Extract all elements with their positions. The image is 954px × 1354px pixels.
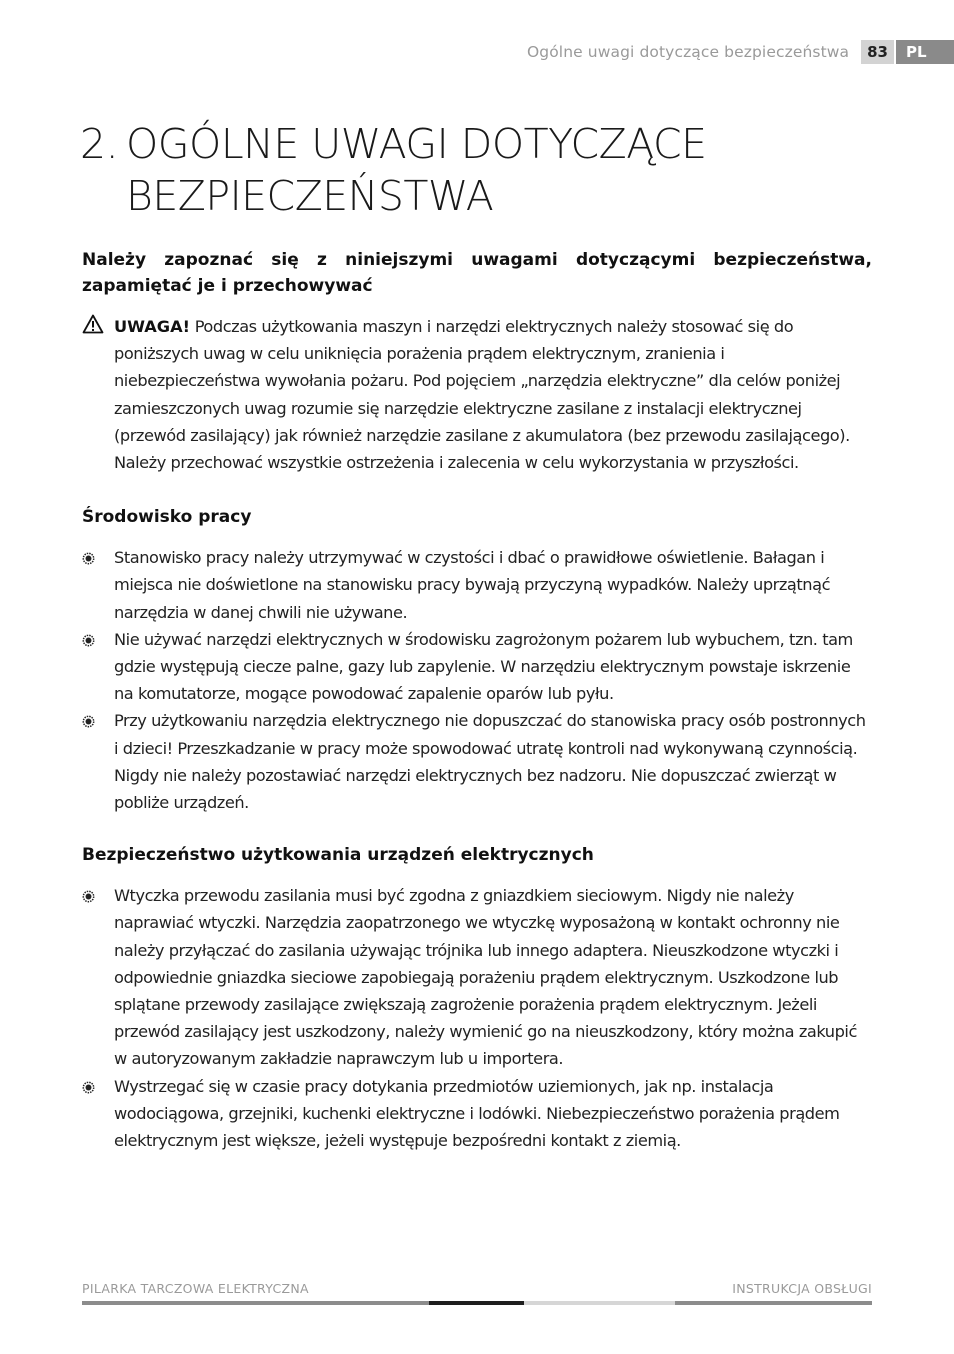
list-item-text: Stanowisko pracy należy utrzymywać w czystości i dbać o prawidłowe oświetlenie. Bałagan i miejsca nie doświetlone na stanowisku pracy bywają przyczyną wypadków. Należy uprzątnąć narzędzia w danej chwili nie używane. — [114, 548, 831, 622]
language-badge: PL — [896, 40, 954, 64]
chapter-number: 2. — [80, 120, 119, 168]
section-heading-work-environment: Środowisko pracy — [82, 507, 252, 528]
warning-label: UWAGA! — [114, 317, 190, 336]
gear-bullet-icon — [82, 715, 95, 728]
list-item — [82, 882, 872, 1072]
warning-text: Podczas użytkowania maszyn i narzędzi elektrycznych należy stosować się do poniższych uwag w celu uniknięcia porażenia prądem elektrycznym, zranienia i niebezpieczeństwa wywołania pożaru. Pod pojęciem „narzędzia elektryczne” dla celów poniżej zamieszczonych uwag rozumie się narzędzie elektryczne zasilane z instalacji elektrycznej (przewód zasilający) jak również narzędzie zasilane z akumulatora (bez przewodu zasilającego). Należy przechować wszystkie ostrzeżenia i zalecenia w celu wykorzystania w przyszłości. — [114, 317, 850, 473]
list-item-text: Wystrzegać się w czasie pracy dotykania przedmiotów uziemionych, jak np. instalacja wodociągowa, grzejniki, kuchenki elektryczne i lodówki. Niebezpieczeństwo porażenia prądem elektrycznym jest większe, jeżeli występuje bezpośredni kontakt z ziemią. — [114, 1076, 840, 1151]
footer-product-name: PILARKA TARCZOWA ELEKTRYCZNA — [82, 1281, 309, 1296]
page-number: 83 — [861, 40, 894, 64]
header-section-title: Ogólne uwagi dotyczące bezpieczeństwa — [526, 43, 850, 61]
footer-document-type: INSTRUKCJA OBSŁUGI — [732, 1281, 872, 1296]
list-item — [82, 1073, 872, 1155]
gear-bullet-icon — [82, 1081, 95, 1094]
warning-triangle-icon — [82, 314, 104, 334]
page-content — [82, 247, 872, 1154]
list-item — [82, 626, 872, 708]
footer-divider-segment — [82, 1301, 429, 1305]
electrical-safety-list — [82, 882, 872, 1154]
footer-divider-segment — [429, 1301, 524, 1305]
footer-divider-segment — [524, 1301, 675, 1305]
list-item — [82, 707, 872, 816]
page-header — [527, 40, 954, 64]
footer-divider-segment — [675, 1301, 872, 1305]
chapter-title — [80, 118, 880, 222]
gear-bullet-icon — [82, 552, 95, 565]
warning-paragraph — [82, 313, 872, 476]
list-item-text: Wtyczka przewodu zasilania musi być zgodna z gniazdkiem sieciowym. Nigdy nie należy naprawiać wtyczki. Narzędzia zaopatrzonego we wtyczkę wyposażoną w kontakt ochronny nie należy przyłączać do zasilania używając trójnika lub innego adaptera. Nieuszkodzone wtyczki i odpowiednie gniazdka sieciowe zapobiegają porażeniu prądem elektrycznym. Uszkodzone lub splątane przewody zasilające zwiększają zagrożenie porażenia prądem elektrycznym. Jeżeli przewód zasilający jest uszkodzony, należy wymienić go na nieuszkodzony, który można zakupić w autoryzowanym zakładzie naprawczym lub u importera. — [114, 886, 857, 1069]
list-item-text: Nie używać narzędzi elektrycznych w środowisku zagrożonym pożarem lub wybuchem, tzn. tam gdzie występują ciecze palne, gazy lub zapylenie. W narzędziu elektrycznym powstaje iskrzenie na komutatorze, mogące powodować zapalenie oparów lub pyłu. — [114, 629, 853, 704]
chapter-title-line2: BEZPIECZEŃSTWA — [126, 172, 494, 220]
list-item — [82, 544, 872, 626]
gear-bullet-icon — [82, 634, 95, 647]
list-item-text: Przy użytkowaniu narzędzia elektrycznego nie dopuszczać do stanowiska pracy osób postronnych i dzieci! Przeszkadzanie w pracy może spowodować utratę kontroli nad wykonywaną czynnością. Nigdy nie należy pozostawiać narzędzi elektrycznych bez nadzoru. Nie dopuszczać zwierząt w pobliże urządzeń. — [114, 711, 866, 813]
lead-paragraph: Należy zapoznać się z niniejszymi uwagami dotyczącymi bezpieczeństwa, zapamiętać je i przechowywać — [82, 250, 872, 296]
chapter-title-line1: OGÓLNE UWAGI DOTYCZĄCE — [126, 120, 707, 168]
work-environment-list — [82, 544, 872, 816]
footer-divider — [82, 1301, 872, 1305]
section-heading-electrical-safety: Bezpieczeństwo użytkowania urządzeń elektrycznych — [82, 845, 594, 866]
gear-bullet-icon — [82, 890, 95, 903]
